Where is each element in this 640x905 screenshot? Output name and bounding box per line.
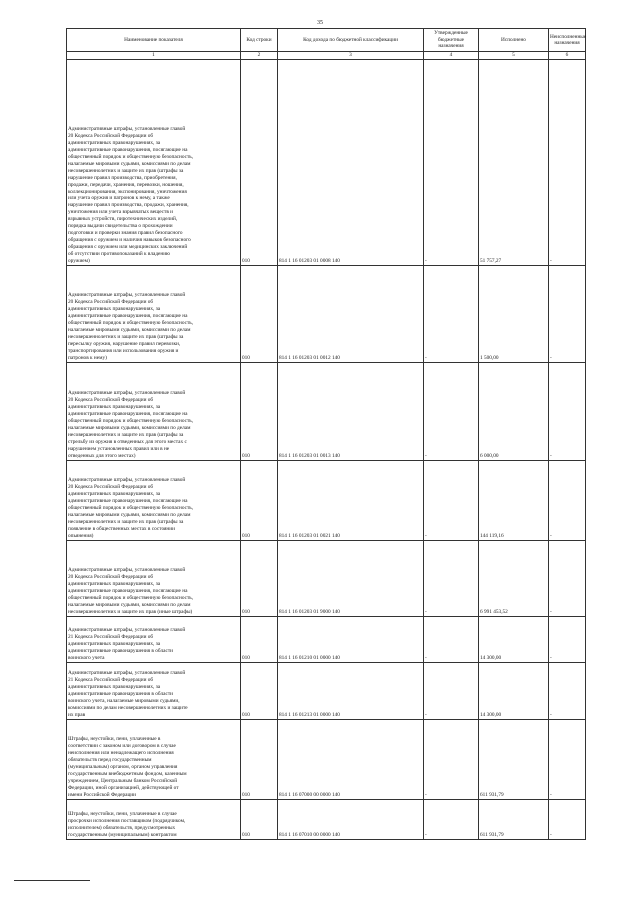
- column-number: 5: [479, 52, 549, 60]
- line-code-cell: 010: [241, 363, 278, 461]
- table-row: [67, 617, 586, 663]
- executed-cell: 14 300,00: [479, 617, 549, 663]
- header-line-code: Код строки: [241, 29, 278, 52]
- indicator-name-cell: [67, 541, 241, 617]
- budget-code-cell: 814 1 16 01203 01 0012 140: [278, 266, 424, 363]
- revenue-table: [66, 28, 586, 840]
- indicator-name-text: Административные штрафы, установленные главой 20 Кодекса Российской Федерации об административных правонарушениях, за административные правонарушения, посягающие на общественный порядок и общественную безопасность, налагаемые мировыми судьями, комиссиями по делам несовершеннолетних и защите их прав (штрафы за пересылку оружия, нарушение правил перевозки, транспортирования или использования оружия и патронов к нему): [68, 292, 194, 362]
- budget-code-cell: 814 1 16 07010 00 0000 140: [278, 800, 424, 840]
- header-budget-code: Код дохода по бюджетной классификации: [278, 29, 424, 52]
- unexecuted-cell: -: [549, 461, 586, 541]
- executed-cell: 611 931,79: [479, 800, 549, 840]
- indicator-name-cell: [67, 461, 241, 541]
- approved-cell: -: [424, 461, 479, 541]
- table-row: [67, 663, 586, 720]
- line-code-cell: 010: [241, 617, 278, 663]
- line-code-cell: 010: [241, 720, 278, 800]
- page-number: 35: [317, 20, 323, 26]
- indicator-name-cell: [67, 663, 241, 720]
- executed-cell: 611 931,79: [479, 720, 549, 800]
- unexecuted-cell: -: [549, 541, 586, 617]
- line-code-cell: 010: [241, 60, 278, 266]
- budget-code-cell: 814 1 16 07000 00 0000 140: [278, 720, 424, 800]
- table-row: [67, 800, 586, 840]
- table-row: [67, 541, 586, 617]
- budget-code-cell: 814 1 16 01213 01 0000 140: [278, 663, 424, 720]
- unexecuted-cell: -: [549, 617, 586, 663]
- approved-cell: -: [424, 617, 479, 663]
- header-unexecuted: Неисполненные назначения: [549, 29, 586, 52]
- approved-cell: -: [424, 60, 479, 266]
- indicator-name-cell: [67, 617, 241, 663]
- executed-cell: 144 119,16: [479, 461, 549, 541]
- line-code-cell: 010: [241, 266, 278, 363]
- line-code-cell: 010: [241, 663, 278, 720]
- approved-cell: -: [424, 663, 479, 720]
- indicator-name-cell: [67, 363, 241, 461]
- approved-cell: -: [424, 541, 479, 617]
- budget-code-cell: 814 1 16 01210 01 0000 140: [278, 617, 424, 663]
- indicator-name-cell: [67, 60, 241, 266]
- unexecuted-cell: -: [549, 720, 586, 800]
- indicator-name-text: Административные штрафы, установленные главой 20 Кодекса Российской Федерации об административных правонарушениях, за административные правонарушения, посягающие на общественный порядок и общественную безопасность, налагаемые мировыми судьями, комиссиями по делам несовершеннолетних и защите их прав (иные штрафы): [68, 567, 194, 616]
- table-row: [67, 720, 586, 800]
- indicator-name-text: Административные штрафы, установленные главой 21 Кодекса Российской Федерации об административных правонарушениях, за административные правонарушения в области воинского учета: [68, 627, 186, 662]
- unexecuted-cell: -: [549, 663, 586, 720]
- indicator-name-cell: [67, 720, 241, 800]
- executed-cell: 14 300,00: [479, 663, 549, 720]
- approved-cell: -: [424, 720, 479, 800]
- budget-code-cell: 814 1 16 01203 01 9000 140: [278, 541, 424, 617]
- budget-code-cell: 814 1 16 01203 01 0013 140: [278, 363, 424, 461]
- table-row: [67, 60, 586, 266]
- column-number: 6: [549, 52, 586, 60]
- table-row: [67, 363, 586, 461]
- indicator-name-cell: [67, 266, 241, 363]
- column-number: 3: [278, 52, 424, 60]
- unexecuted-cell: -: [549, 800, 586, 840]
- executed-cell: 6 000,00: [479, 363, 549, 461]
- header-executed: Исполнено: [479, 29, 549, 52]
- table-row: [67, 461, 586, 541]
- line-code-cell: 010: [241, 461, 278, 541]
- indicator-name-text: Административные штрафы, установленные главой 20 Кодекса Российской Федерации об административных правонарушениях, за административные правонарушения, посягающие на общественный порядок и общественную безопасность, налагаемые мировыми судьями, комиссиями по делам несовершеннолетних и защите их прав (штрафы за появление в общественных местах в состоянии опьянения): [68, 477, 194, 540]
- column-number: 2: [241, 52, 278, 60]
- executed-cell: 6 991 453,52: [479, 541, 549, 617]
- header-approved: Утвержденные бюджетные назначения: [424, 29, 479, 52]
- line-code-cell: 010: [241, 541, 278, 617]
- indicator-name-cell: [67, 800, 241, 840]
- table-body: [67, 60, 586, 840]
- approved-cell: -: [424, 363, 479, 461]
- indicator-name-text: Штрафы, неустойки, пени, уплаченные в случае просрочки исполнения поставщиком (подрядчиком, исполнителем) обязательств, предусмотренных государственным (муниципальным) контрактом: [68, 811, 186, 839]
- budget-code-cell: 814 1 16 01203 01 0021 140: [278, 461, 424, 541]
- executed-cell: 1 500,00: [479, 266, 549, 363]
- table-header-row: [67, 29, 586, 52]
- indicator-name-text: Штрафы, неустойки, пени, уплаченные в соответствии с законом или договором в случае неисполнения или ненадлежащего исполнения обязательств перед государственным (муниципальным) органом, органом управления государственным внебюджетным фондом, казенным учреждением, Центральным банком Российской Федерации, иной организацией, действующей от имени Российской Федерации: [68, 736, 187, 799]
- budget-code-cell: 814 1 16 01203 01 0008 140: [278, 60, 424, 266]
- column-number: 4: [424, 52, 479, 60]
- indicator-name-text: Административные штрафы, установленные главой 20 Кодекса Российской Федерации об административных правонарушениях, за административные правонарушения, посягающие на общественный порядок и общественную безопасность, налагаемые мировыми судьями, комиссиями по делам несовершеннолетних и защите их прав (штрафы за нарушение правил производства, приобретения, продажи, передачи, хранения, перевозки, ношения, коллекционирования, экспонирования, уничтожения или учета оружия и патронов к нему, а также нарушение правил производства, продажи, хранения, уничтожения или учета взрывчатых веществ и взрывных устройств, пиротехнических изделий, порядка выдачи свидетельства о прохождении подготовки и проверки знания правил безопасного обращения с оружием и наличия навыков безопасного обращения с оружием или медицинских заключений об отсутствии противопоказаний к владению оружием): [68, 125, 194, 265]
- line-code-cell: 010: [241, 800, 278, 840]
- unexecuted-cell: -: [549, 266, 586, 363]
- approved-cell: -: [424, 800, 479, 840]
- unexecuted-cell: -: [549, 60, 586, 266]
- indicator-name-text: Административные штрафы, установленные главой 20 Кодекса Российской Федерации об административных правонарушениях, за административные правонарушения, посягающие на общественный порядок и общественную безопасность, налагаемые мировыми судьями, комиссиями по делам несовершеннолетних и защите их прав (штрафы за стрельбу из оружия в отведенных для этого местах с нарушением установленных правил или в не отведенных для этого местах): [68, 390, 194, 460]
- column-number: 1: [67, 52, 241, 60]
- executed-cell: 51 757,27: [479, 60, 549, 266]
- indicator-name-text: Административные штрафы, установленные главой 21 Кодекса Российской Федерации об административных правонарушениях, за административные правонарушения в области воинского учета, налагаемые мировыми судьями, комиссиями по делам несовершеннолетних и защите их прав: [68, 670, 188, 719]
- table-row: [67, 266, 586, 363]
- header-indicator-name: Наименование показателя: [67, 29, 241, 52]
- approved-cell: -: [424, 266, 479, 363]
- unexecuted-cell: -: [549, 363, 586, 461]
- footnote-rule: [14, 880, 90, 881]
- column-numbers-row: [67, 52, 586, 60]
